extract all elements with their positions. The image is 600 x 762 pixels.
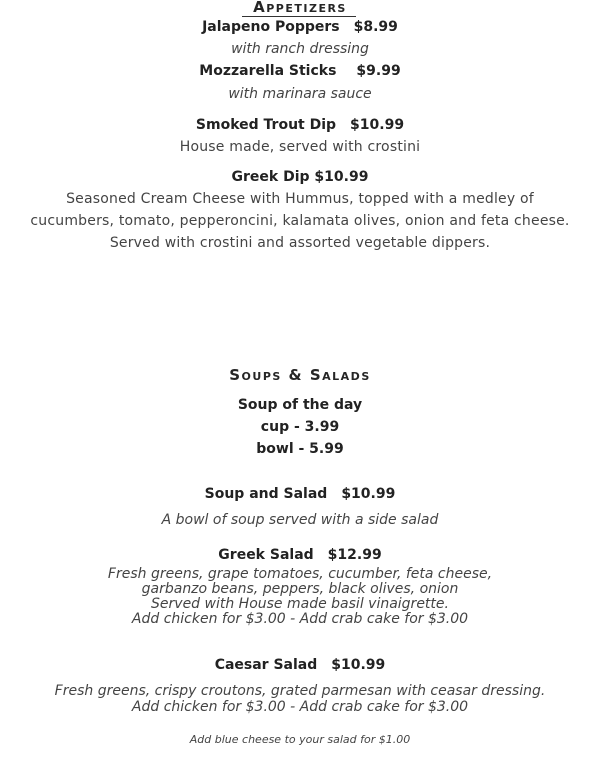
item-description-line: garbanzo beans, peppers, black olives, onion <box>141 581 459 597</box>
item-name: Greek Dip $10.99 <box>231 169 369 185</box>
salad-footnote: Add blue cheese to your salad for $1.00 <box>189 733 411 746</box>
item-name: Greek Salad <box>218 547 314 563</box>
item-name: Jalapeno Poppers <box>202 19 340 35</box>
menu-item-mozzarella-sticks <box>0 63 600 79</box>
item-price: $12.99 <box>327 547 382 563</box>
menu-item-soup-and-salad <box>0 486 600 502</box>
item-name: Soup and Salad <box>204 486 328 502</box>
item-price: $9.99 <box>356 63 401 79</box>
item-description: House made, served with crostini <box>179 139 421 155</box>
soup-cup-price: cup - 3.99 <box>260 419 340 435</box>
item-name: Caesar Salad <box>214 657 318 673</box>
item-description-line: cucumbers, tomato, pepperoncini, kalamata olives, onion and feta cheese. <box>30 213 570 229</box>
item-price: $10.99 <box>331 657 386 673</box>
item-price: $10.99 <box>350 117 405 133</box>
menu-item-smoked-trout-dip <box>0 117 600 133</box>
appetizers-underline <box>242 16 356 17</box>
menu-item-caesar-salad <box>0 657 600 673</box>
item-description: with marinara sauce <box>228 86 372 102</box>
appetizers-heading: Appetizers <box>253 0 347 16</box>
item-price: $8.99 <box>353 19 398 35</box>
item-description-line: Fresh greens, grape tomatoes, cucumber, feta cheese, <box>107 566 493 582</box>
menu-item-jalapeno-poppers <box>0 19 600 35</box>
item-name: Mozzarella Sticks <box>199 63 337 79</box>
item-description: with ranch dressing <box>231 41 369 57</box>
item-description: A bowl of soup served with a side salad <box>161 512 439 528</box>
item-name: Smoked Trout Dip <box>195 117 337 133</box>
menu-item-greek-salad <box>0 547 600 563</box>
soup-bowl-price: bowl - 5.99 <box>256 441 344 457</box>
soups-salads-heading: Soups & Salads <box>229 366 371 384</box>
item-description-line: Fresh greens, crispy croutons, grated parmesan with ceasar dressing. <box>54 683 546 699</box>
menu-item-soup-of-the-day <box>0 397 600 413</box>
item-description-line: Seasoned Cream Cheese with Hummus, topped with a medley of <box>66 191 534 207</box>
item-price: $10.99 <box>341 486 396 502</box>
item-description-line: Served with crostini and assorted vegetable dippers. <box>109 235 491 251</box>
item-name: Soup of the day <box>237 397 363 413</box>
item-description-line: Add chicken for $3.00 - Add crab cake for $3.00 <box>131 611 469 627</box>
menu-item-greek-dip <box>0 169 600 185</box>
item-description-line: Add chicken for $3.00 - Add crab cake for $3.00 <box>131 699 469 715</box>
item-description-line: Served with House made basil vinaigrette. <box>151 596 449 612</box>
